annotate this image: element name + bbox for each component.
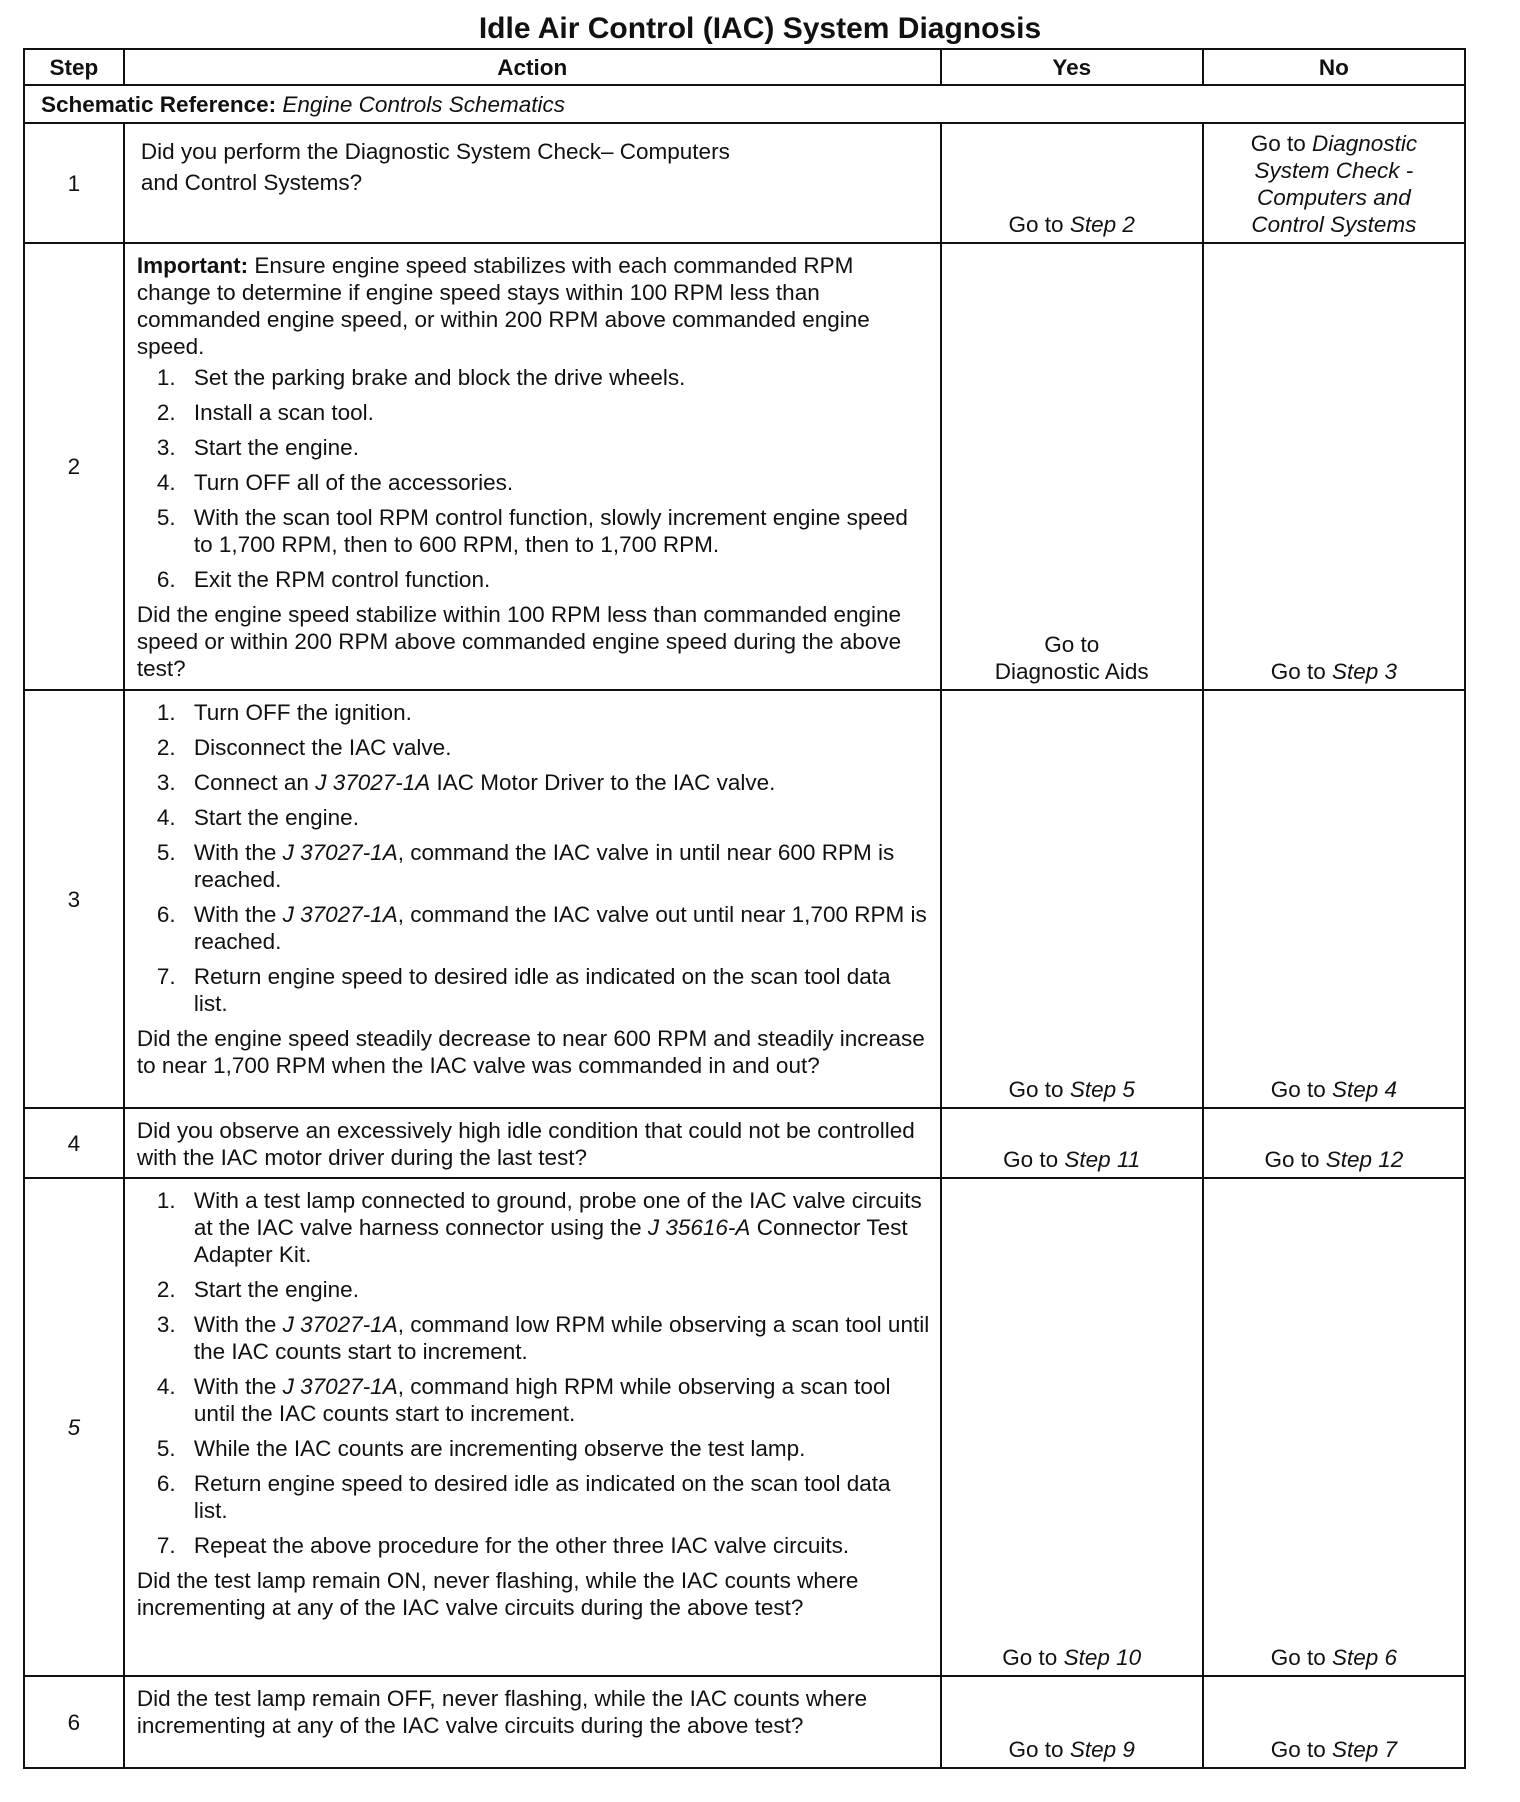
schematic-reference: [24, 85, 1465, 123]
list-item: 4. With the J 37027-1A, command high RPM while observing a scan tool until the IAC counts start to increment.: [156, 1374, 891, 1426]
schematic-link: Engine Controls Schematics: [282, 91, 566, 117]
schematic-row: [24, 85, 1465, 123]
no-step-link: Step 3: [1332, 659, 1398, 684]
procedure-list: [137, 364, 930, 593]
go-to-text: Go to: [1270, 1737, 1326, 1762]
list-item: 6. Return engine speed to desired idle as indicated on the scan tool data list.: [156, 1471, 891, 1523]
no-step-link: Step 7: [1332, 1737, 1398, 1762]
tool-reference: J 37027-1A: [315, 770, 431, 795]
table-row: [24, 1178, 1465, 1676]
important-text: Ensure engine speed stabilizes with each commanded RPM change to determine if engine speed stays within 100 RPM less than commanded engine speed, or within 200 RPM above commanded engine speed.: [136, 253, 870, 359]
go-to-text: Go to: [1270, 1077, 1326, 1102]
no-link-line: System Check -: [1254, 158, 1414, 183]
tool-reference: J 37027-1A: [282, 1374, 398, 1399]
tool-reference: J 37027-1A: [282, 840, 398, 865]
no-link-line: Computers and: [1256, 185, 1411, 210]
tool-reference: J 37027-1A: [282, 1312, 398, 1337]
list-item: 5. With the scan tool RPM control function, slowly increment engine speed to 1,700 RPM, then to 600 RPM, then to 1,700 RPM.: [156, 505, 908, 557]
step-number: 5: [24, 1178, 124, 1676]
go-to-text: Go to: [1270, 1645, 1326, 1670]
table-row: [24, 690, 1465, 1108]
no-cell: [1203, 690, 1465, 1108]
go-to-text: Go to: [1250, 131, 1306, 156]
yes-cell: [941, 690, 1203, 1108]
yes-cell: [941, 1178, 1203, 1676]
step-number: 3: [24, 690, 124, 1108]
list-item: 7. Return engine speed to desired idle as indicated on the scan tool data list.: [156, 964, 891, 1016]
go-to-text: Go to: [1008, 1737, 1064, 1762]
list-item: 2. Start the engine.: [156, 1277, 359, 1302]
yes-step-link: Step 9: [1069, 1737, 1135, 1762]
step-number: 2: [24, 243, 124, 690]
important-note: [137, 252, 930, 360]
list-item: 1. With a test lamp connected to ground, probe one of the IAC valve circuits at the IAC valve harness connector using the J 35616-A Connector Test Adapter Kit.: [156, 1188, 922, 1267]
no-link-line: Control Systems: [1251, 212, 1417, 237]
go-to-text: Go to: [1044, 632, 1100, 657]
yes-cell: [941, 243, 1203, 690]
no-link-line: Diagnostic: [1312, 131, 1418, 156]
header-step: Step: [24, 49, 124, 85]
go-to-text: Go to: [1003, 1147, 1059, 1172]
list-item: 5. While the IAC counts are incrementing observe the test lamp.: [156, 1436, 806, 1461]
question-text: Did the test lamp remain ON, never flashing, while the IAC counts where incrementing at any of the IAC valve circuits during the above test?: [136, 1568, 859, 1620]
action-cell: [124, 1108, 941, 1178]
action-cell: [124, 1178, 941, 1676]
no-step-link: Step 12: [1325, 1147, 1404, 1172]
yes-step-link: Step 10: [1063, 1645, 1142, 1670]
tool-reference: J 37027-1A: [282, 902, 398, 927]
no-cell: [1203, 1676, 1465, 1768]
question-line: Did you perform the Diagnostic System Check– Computers: [140, 139, 730, 164]
document-title: Idle Air Control (IAC) System Diagnosis: [478, 12, 1042, 45]
table-row: [24, 123, 1465, 243]
no-cell: [1203, 243, 1465, 690]
yes-cell: [941, 123, 1203, 243]
list-item: 5. With the J 37027-1A, command the IAC valve in until near 600 RPM is reached.: [156, 840, 895, 892]
header-yes: Yes: [941, 49, 1203, 85]
go-to-text: Go to: [1008, 1077, 1064, 1102]
go-to-text: Go to: [1270, 659, 1326, 684]
list-item: 4. Start the engine.: [156, 805, 359, 830]
header-row: [24, 49, 1465, 85]
yes-step-link: Step 11: [1064, 1147, 1141, 1172]
header-action: Action: [124, 49, 941, 85]
no-step-link: Step 6: [1332, 1645, 1398, 1670]
yes-cell: [941, 1108, 1203, 1178]
question-text: Did the engine speed stabilize within 100 RPM less than commanded engine speed or within 200 RPM above commanded engine speed during the above test?: [136, 602, 902, 681]
header-no: No: [1203, 49, 1465, 85]
schematic-label: Schematic Reference:: [41, 91, 277, 117]
yes-link: Diagnostic Aids: [994, 659, 1149, 684]
diagnosis-table: [23, 48, 1466, 1769]
action-cell: [124, 123, 941, 243]
go-to-text: Go to: [1008, 212, 1064, 237]
action-cell: [124, 1676, 941, 1768]
step-number: 6: [24, 1676, 124, 1768]
list-item: 1. Set the parking brake and block the drive wheels.: [156, 365, 686, 390]
list-item: 3. Start the engine.: [156, 435, 359, 460]
no-cell: [1203, 1178, 1465, 1676]
table-row: [24, 1108, 1465, 1178]
go-to-text: Go to: [1002, 1645, 1058, 1670]
yes-cell: [941, 1676, 1203, 1768]
step-number: 4: [24, 1108, 124, 1178]
procedure-list: [137, 699, 930, 1017]
question-text: Did the engine speed steadily decrease to near 600 RPM and steadily increase to near 1,700 RPM when the IAC valve was commanded in and out?: [136, 1026, 925, 1078]
list-item: 3. With the J 37027-1A, command low RPM while observing a scan tool until the IAC counts start to increment.: [156, 1312, 930, 1364]
no-cell: [1203, 123, 1465, 243]
no-cell: [1203, 1108, 1465, 1178]
table-row: [24, 1676, 1465, 1768]
action-cell: [124, 243, 941, 690]
question-text: Did the test lamp remain OFF, never flashing, while the IAC counts where incrementing at any of the IAC valve circuits during the above test?: [136, 1686, 868, 1738]
tool-reference: J 35616-A: [647, 1215, 751, 1240]
list-item: 7. Repeat the above procedure for the other three IAC valve circuits.: [156, 1533, 850, 1558]
list-item: 4. Turn OFF all of the accessories.: [156, 470, 514, 495]
list-item: 3. Connect an J 37027-1A IAC Motor Driver to the IAC valve.: [156, 770, 776, 795]
go-to-text: Go to: [1264, 1147, 1320, 1172]
question-text: Did you observe an excessively high idle condition that could not be controlled with the IAC motor driver during the last test?: [136, 1118, 915, 1170]
list-item: 6. With the J 37027-1A, command the IAC valve out until near 1,700 RPM is reached.: [156, 902, 927, 954]
table-row: [24, 243, 1465, 690]
list-item: 6. Exit the RPM control function.: [156, 567, 491, 592]
question-line: and Control Systems?: [140, 170, 363, 195]
yes-step-link: Step 5: [1069, 1077, 1135, 1102]
yes-step-link: Step 2: [1069, 212, 1135, 237]
action-cell: [124, 690, 941, 1108]
list-item: 2. Disconnect the IAC valve.: [156, 735, 452, 760]
no-step-link: Step 4: [1332, 1077, 1398, 1102]
list-item: 2. Install a scan tool.: [156, 400, 374, 425]
list-item: 1. Turn OFF the ignition.: [156, 700, 412, 725]
step-number: 1: [24, 123, 124, 243]
procedure-list: [137, 1187, 930, 1559]
important-label: Important:: [136, 253, 249, 278]
